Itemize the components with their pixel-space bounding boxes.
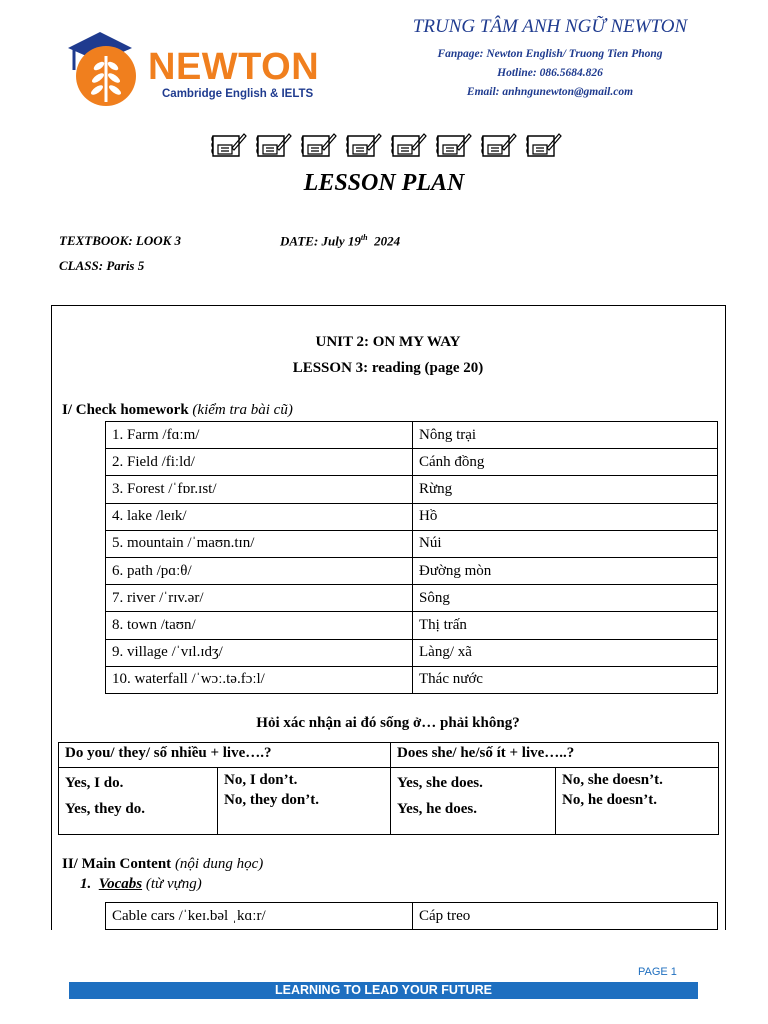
lesson-subtitle: LESSON 3: reading (page 20) — [292, 360, 484, 376]
vocab-word: 3. Forest /ˈfɒr.ɪst/ — [106, 476, 413, 503]
vocab-word: 1. Farm /fɑːm/ — [106, 422, 413, 449]
center-name: TRUNG TÂM ANH NGỮ NEWTON — [412, 16, 688, 37]
section-main-content: II/ Main Content (nội dung học) — [62, 856, 264, 872]
textbook-label: TEXTBOOK: LOOK 3 — [59, 233, 182, 248]
fanpage-text: Fanpage: Newton English/ Truong Tien Phong — [437, 48, 663, 60]
homework-vocab-table — [105, 421, 718, 694]
pencil-paper-icon — [255, 130, 292, 160]
vocab-meaning: Sông — [413, 585, 718, 612]
logo-wordmark: NEWTON — [148, 46, 320, 88]
date-label: DATE: July 19th 2024 — [280, 233, 401, 249]
vocab-meaning: Cáp treo — [413, 903, 718, 930]
page-number: PAGE 1 — [638, 966, 677, 978]
answer-no-plural: No, I don’t. No, they don’t. — [218, 768, 391, 835]
answer-yes-plural: Yes, I do. Yes, they do. — [59, 768, 218, 835]
pencil-paper-icon — [300, 130, 337, 160]
table-row — [106, 449, 718, 476]
table-row — [106, 530, 718, 557]
vocab-meaning: Núi — [413, 530, 718, 557]
answer-yes-singular: Yes, she does. Yes, he does. — [391, 768, 556, 835]
subsection-vocabs: 1. Vocabs (từ vựng) — [80, 876, 202, 892]
email-text: Email: anhngunewton@gmail.com — [466, 86, 634, 98]
vocab-word: 9. village /ˈvɪl.ɪdʒ/ — [106, 639, 413, 666]
vocab-word: 8. town /taʊn/ — [106, 612, 413, 639]
pencil-paper-icon — [480, 130, 517, 160]
pencil-paper-icon — [345, 130, 382, 160]
table-row — [106, 503, 718, 530]
footer-slogan-bar: LEARNING TO LEAD YOUR FUTURE — [69, 982, 698, 999]
table-row — [106, 557, 718, 584]
vocab-word: 4. lake /leɪk/ — [106, 503, 413, 530]
question-title: Hỏi xác nhận ai đó sống ở… phải không? — [256, 715, 520, 731]
table-row — [106, 422, 718, 449]
question-table — [58, 742, 719, 835]
table-row — [106, 612, 718, 639]
table-row — [106, 585, 718, 612]
pencil-paper-icon — [435, 130, 472, 160]
vocab-meaning: Làng/ xã — [413, 639, 718, 666]
answer-no-singular: No, she doesn’t. No, he doesn’t. — [556, 768, 719, 835]
vocab-word: 7. river /ˈrɪv.ər/ — [106, 585, 413, 612]
vocab-word: 5. mountain /ˈmaʊn.tɪn/ — [106, 530, 413, 557]
vocab-meaning: Rừng — [413, 476, 718, 503]
question-header-plural: Do you/ they/ số nhiều + live….? — [59, 743, 391, 768]
section-check-homework: I/ Check homework (kiểm tra bài cũ) — [62, 402, 293, 418]
pencil-paper-icon — [210, 130, 247, 160]
question-header-singular: Does she/ he/số ít + live…..? — [391, 743, 719, 768]
table-row — [106, 639, 718, 666]
page-title: LESSON PLAN — [303, 170, 465, 196]
vocab-word: 6. path /pɑːθ/ — [106, 557, 413, 584]
table-row — [106, 666, 718, 693]
logo-tagline: Cambridge English & IELTS — [162, 88, 314, 100]
class-label: CLASS: Paris 5 — [59, 258, 145, 273]
vocab-meaning: Nông trại — [413, 422, 718, 449]
vocab-meaning: Thác nước — [413, 666, 718, 693]
main-vocab-table — [105, 902, 718, 930]
pencil-paper-icon — [390, 130, 427, 160]
table-row — [106, 476, 718, 503]
vocab-word: 10. waterfall /ˈwɔː.tə.fɔːl/ — [106, 666, 413, 693]
vocab-meaning: Cánh đồng — [413, 449, 718, 476]
vocab-word: Cable cars /ˈkeɪ.bəl ˌkɑːr/ — [106, 903, 413, 930]
vocab-meaning: Hồ — [413, 503, 718, 530]
vocab-meaning: Thị trấn — [413, 612, 718, 639]
unit-title: UNIT 2: ON MY WAY — [315, 334, 461, 350]
vocab-word: 2. Field /fiːld/ — [106, 449, 413, 476]
newton-logo — [66, 26, 336, 114]
decorative-row — [210, 130, 562, 162]
table-row — [106, 903, 718, 930]
pencil-paper-icon — [525, 130, 562, 160]
hotline-text: Hotline: 086.5684.826 — [497, 67, 603, 79]
vocab-meaning: Đường mòn — [413, 557, 718, 584]
